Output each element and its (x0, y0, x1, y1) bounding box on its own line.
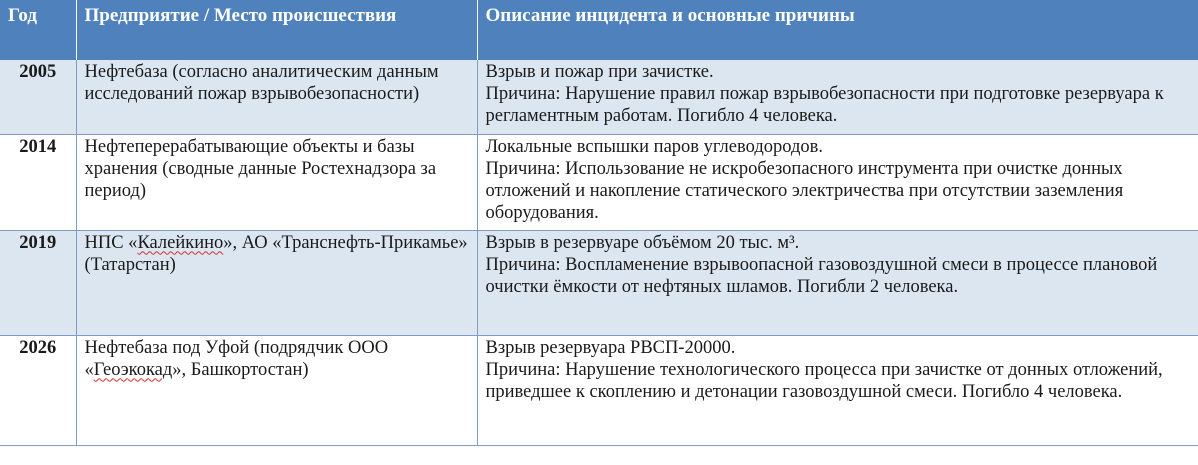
incident-text: Локальные вспышки паров углеводородов. (485, 136, 823, 157)
spellcheck-marked-word[interactable]: Калейкино (137, 232, 224, 253)
cause-text: Причина: Нарушение правил пожар взрывобезопасности при подготовке резервуара к регламентным работам. Погибло 4 человека. (485, 84, 1164, 126)
year-cell: 2005 (0, 60, 76, 134)
column-header-place: Предприятие / Место происшествия (76, 0, 477, 60)
cause-text: Причина: Использование не искробезопасного инструмента при очистке донных отложений и накопление статического электричества при отсутствии заземления оборудования. (485, 158, 1124, 223)
column-header-year: Год (0, 0, 76, 60)
incident-text: Взрыв и пожар при зачистке. (485, 62, 714, 82)
table-row (0, 134, 1198, 230)
cause-text: Причина: Нарушение технологического процесса при зачистке от донных отложений, приведшее к скоплению и детонации газовоздушной смеси. Погибло 4 человека. (485, 359, 1163, 402)
incident-text: Взрыв в резервуаре объёмом 20 тыс. м³. (485, 232, 800, 253)
year-cell: 2014 (0, 134, 76, 230)
place-text-prefix: НПС « (84, 232, 138, 253)
place-text-prefix: Нефтебаза под Уфой (подрядчик ООО « (84, 337, 389, 380)
cause-text: Причина: Воспламенение взрывоопасной газовоздушной смеси в процессе плановой очистки ёмкости от нефтяных шламов. Погибли 2 человека. (485, 254, 1158, 297)
place-cell: Нефтебаза (согласно аналитическим данным исследований пожар взрывобезопасности) (76, 60, 477, 134)
year-cell: 2026 (0, 335, 76, 445)
description-cell (477, 134, 1198, 230)
place-cell (76, 230, 477, 335)
year-cell: 2019 (0, 230, 76, 335)
table-header-row (0, 0, 1198, 60)
place-text-suffix: », Башкортостан) (172, 359, 309, 380)
place-cell (76, 335, 477, 445)
table-row (0, 230, 1198, 335)
table-row (0, 60, 1198, 134)
description-cell (477, 335, 1198, 445)
incident-text: Взрыв резервуара РВСП-20000. (485, 337, 736, 358)
table-row (0, 335, 1198, 445)
column-header-description: Описание инцидента и основные причины (485, 5, 855, 26)
place-text-suffix: », АО «Транснефть-Прикамье» (Татарстан) (84, 232, 468, 275)
spellcheck-marked-word[interactable]: Геоэкокад (93, 359, 173, 380)
description-cell (477, 230, 1198, 335)
place-cell: Нефтеперерабатывающие объекты и базы хранения (сводные данные Ростехнадзора за период) (76, 134, 477, 230)
description-cell (477, 60, 1198, 134)
